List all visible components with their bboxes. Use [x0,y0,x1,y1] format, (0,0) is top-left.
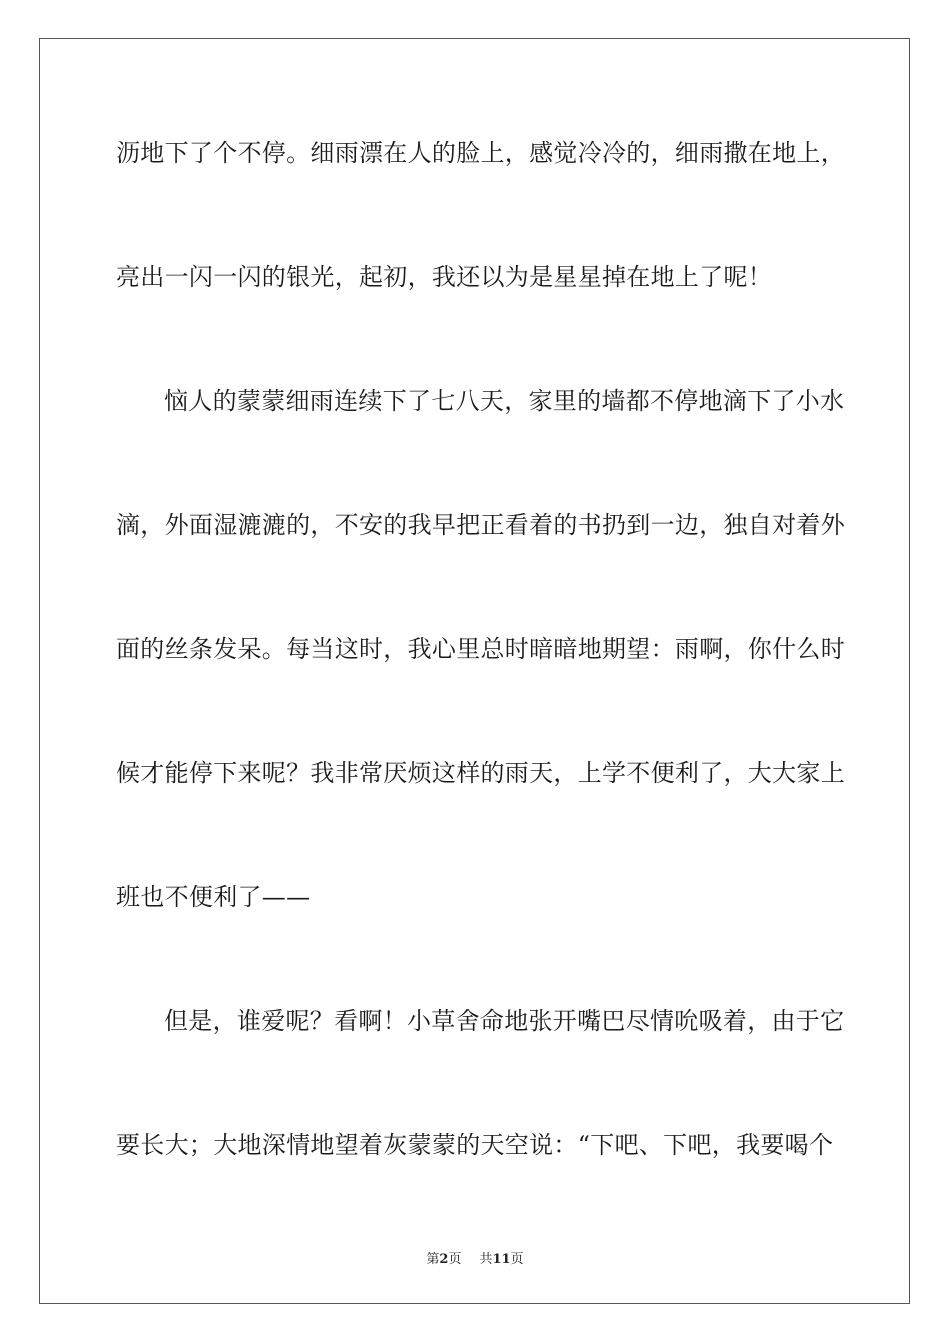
text-line: 候才能停下来呢？我非常厌烦这样的雨天，上学不便利了，大大家上 [116,759,845,787]
page-border [39,38,910,1304]
total-suffix: 页 [510,1252,524,1267]
total-prefix: 共 [479,1252,493,1267]
page-suffix: 页 [448,1252,462,1267]
paragraph-start-line: 但是，谁爱呢？看啊！小草舍命地张开嘴巴尽情吮吸着，由于它 [164,1007,845,1035]
text-line: 滴，外面湿漉漉的，不安的我早把正看着的书扔到一边，独自对着外 [116,511,845,539]
page-number: 2 [439,1252,449,1267]
text-line: 面的丝条发呆。每当这时，我心里总时暗暗地期望：雨啊，你什么时 [116,635,845,663]
text-line: 要长大；大地深情地望着灰蒙蒙的天空说：“下吧、下吧，我要喝个 [116,1131,834,1159]
paragraph-start-line: 恼人的蒙蒙细雨连续下了七八天，家里的墙都不停地滴下了小水 [164,387,845,415]
text-line: 班也不便利了—— [116,883,311,911]
page-prefix: 第 [426,1252,440,1267]
page-footer [0,1248,950,1267]
text-line: 亮出一闪一闪的银光，起初，我还以为是星星掉在地上了呢！ [116,263,773,291]
text-line: 沥地下了个不停。细雨漂在人的脸上，感觉冷冷的，细雨撒在地上， [116,139,845,167]
total-pages: 11 [492,1252,511,1267]
